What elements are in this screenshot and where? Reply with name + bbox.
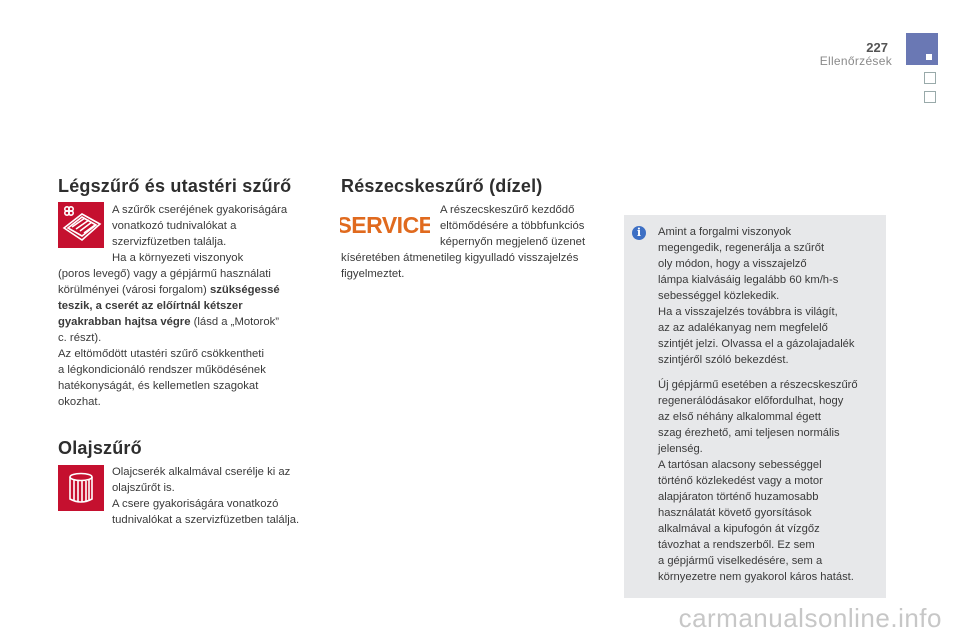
particle-filter-text-indented: A részecskeszűrő kezdődő eltömődésére a többfunkciós képernyőn megjelenő üzenet [440, 204, 586, 248]
info-paragraph-2: Új gépjármű esetében a részecskeszűrő regenerálódásakor előfordulhat, hogy az első néhány alkalommal égett szag érezhető, ami teljesen normális jelenség. A tartósan alacsony sebességgel történő közlekedést vagy a motor alapjáraton történő huzamosabb használatát követő gyorsítások alkalmával a kipufogón át vízgőz távozhat a rendszerből. Ez sem a gépjármű viselkedésére, sem a környezetre nem gyakorol káros hatást. [658, 379, 858, 583]
section-title: Ellenőrzések [819, 54, 892, 68]
chapter-tab-active [906, 33, 938, 65]
info-icon: i [632, 226, 646, 240]
air-filter-heading: Légszűrő és utastéri szűrő [58, 176, 292, 196]
oil-filter-text: Olajcserék alkalmával cserélje ki az olajszűrőt is. A csere gyakoriságára vonatkozó tudnivalókat a szervizfüzetben találja. [112, 466, 300, 526]
particle-filter-heading: Részecskeszűrő (dízel) [341, 176, 543, 196]
air-filter-text-indented: A szűrők cseréjének gyakoriságára vonatkozó tudnivalókat a szervizfüzetben találja. Ha a környezeti viszonyok [112, 204, 288, 264]
oil-filter-icon [58, 465, 104, 511]
service-warning-icon [340, 203, 430, 243]
info-paragraph-1: Amint a forgalmi viszonyok megengedik, regenerálja a szűrőt oly módon, hogy a visszajelző lámpa kialvásáig legalább 60 km/h-s sebességgel közlekedik. Ha a visszajelzés továbbra is világít, az az adalékanyag nem megfelelő szintjét jelzi. Olvassa el a gázolajadalék szintjéről szóló bekezdést. [658, 226, 855, 366]
info-panel [624, 215, 886, 598]
watermark: carmanualsonline.info [678, 603, 942, 633]
particle-filter-text-full: kíséretében átmenetileg kigyulladó visszajelzés figyelmeztet. [341, 252, 579, 280]
page-number: 227 [866, 40, 888, 55]
service-label: SERVICE [340, 212, 430, 238]
chapter-tab-empty [924, 91, 936, 103]
chapter-tab-empty [924, 72, 936, 84]
oil-filter-heading: Olajszűrő [58, 438, 142, 458]
air-filter-icon [58, 202, 104, 248]
tab-marker [926, 54, 932, 60]
air-filter-text-full: (poros levegő) vagy a gépjármű használati körülményei (városi forgalom) szükségessé teszik, a cserét az előírtnál kétszer gyakrabban hajtsa végre (lásd a „Motorok” c. részt). Az eltömődött utastéri szűrő csökkentheti a légkondicionáló rendszer működésének hatékonyságát, és kellemetlen szagokat okozhat. [58, 268, 280, 408]
